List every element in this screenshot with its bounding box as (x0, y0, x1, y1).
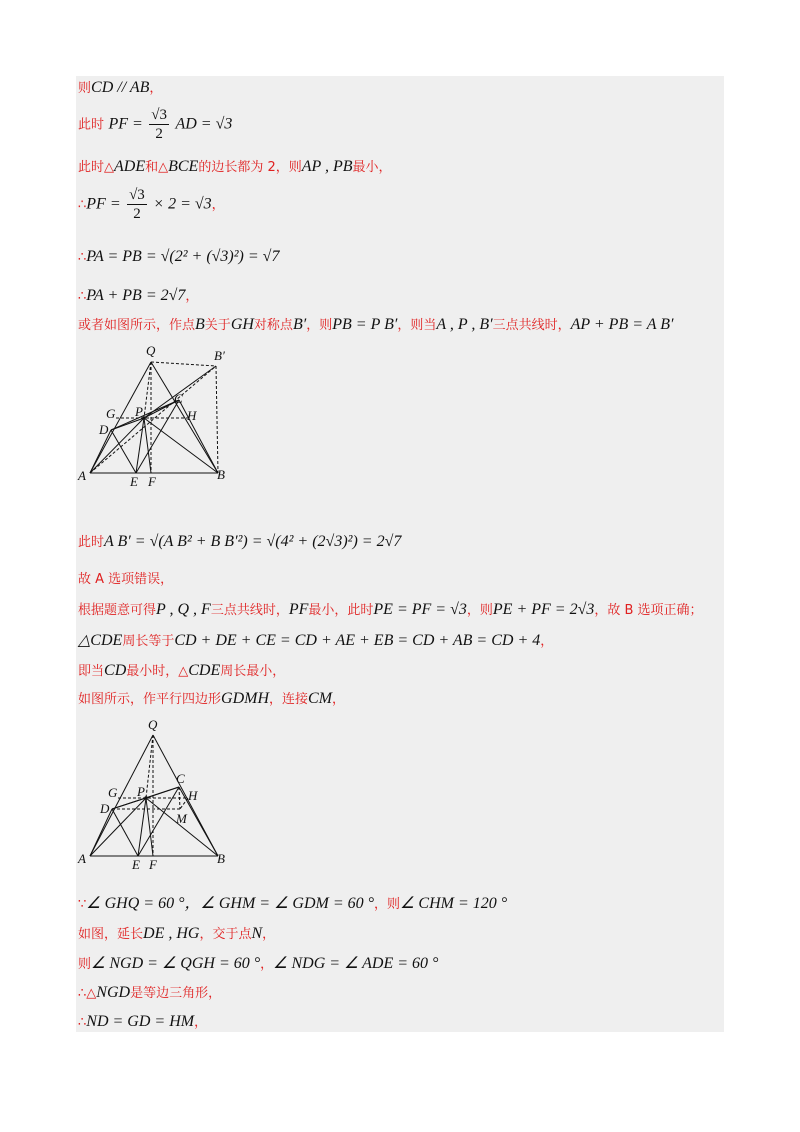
math-segment: AP , PB (301, 158, 353, 175)
fraction (127, 186, 147, 223)
label-b: B (217, 851, 225, 866)
math-segment: PE = PF = √3 (373, 601, 467, 618)
math-segment: GH (230, 316, 254, 333)
solution-line-1 (78, 79, 162, 98)
segment-pf (146, 798, 153, 856)
fraction (149, 106, 169, 143)
text-segment: 是等边三角形， (130, 986, 222, 1001)
math-segment: PF (288, 601, 309, 618)
text-segment: ∴ (78, 197, 87, 213)
label-a: A (78, 468, 86, 483)
label-b: B (217, 467, 225, 482)
text-segment: 关于 (204, 318, 231, 333)
math-segment: PF = (86, 195, 121, 213)
text-segment: ， (149, 81, 163, 96)
solution-line-12 (78, 662, 285, 681)
text-segment: 此时 (78, 535, 105, 550)
text-segment: ，则当 (397, 318, 437, 333)
math-segment: ∠ GHQ = 60 °，∠ GHM = ∠ GDM = 60 ° (86, 895, 375, 912)
segment-pe (138, 798, 146, 856)
text-segment: ，则 (374, 897, 401, 912)
solution-line-11 (78, 632, 553, 651)
math-segment: ∠ NDG = ∠ ADE = 60 ° (273, 955, 439, 972)
text-segment: 则 (78, 957, 92, 972)
text-segment: ， (260, 957, 274, 972)
math-segment: GDMH (221, 690, 270, 707)
label-e: E (130, 474, 138, 489)
math-segment: B (195, 316, 205, 333)
label-m: M (176, 811, 187, 826)
math-segment: NGD (96, 984, 131, 1001)
math-segment: PA + PB = 2√7 (86, 287, 186, 304)
segment-de (112, 809, 138, 856)
math-segment: ∠ NGD = ∠ QGH = 60 ° (91, 955, 261, 972)
text-segment: 如图，延长 (78, 927, 144, 942)
solution-line-5 (78, 248, 279, 267)
label-p: P (135, 404, 143, 419)
text-segment: ， (194, 1015, 208, 1030)
label-f: F (148, 474, 156, 489)
segment-ad (90, 809, 112, 856)
math-segment: DE , HG (143, 925, 200, 942)
text-segment: 最小， (352, 160, 392, 175)
text-segment: ∴ (78, 1015, 87, 1030)
label-p: P (137, 784, 145, 799)
segment-qb-prime (151, 362, 216, 366)
solution-line-2 (78, 106, 232, 143)
math-segment: AD = √3 (175, 115, 233, 133)
solution-line-4 (78, 186, 225, 223)
text-segment: ∴ (78, 250, 87, 265)
segment-qp (146, 735, 153, 798)
label-g: G (108, 785, 118, 800)
label-a: A (78, 851, 86, 866)
math-segment: ∠ CHM = 120 ° (400, 895, 508, 912)
text-segment: 根据题意可得 (78, 603, 157, 618)
solution-line-16 (78, 955, 438, 974)
geometry-figure-2 (76, 715, 256, 875)
label-e: E (132, 857, 140, 872)
label-d: D (100, 801, 110, 816)
text-segment: 的边长都为 2，则 (198, 160, 302, 175)
text-segment: 周长最小， (220, 664, 286, 679)
text-segment: 对称点 (253, 318, 293, 333)
solution-line-3 (78, 158, 392, 177)
label-c: C (176, 771, 185, 786)
math-segment: CDE (188, 662, 221, 679)
label-b-prime: B′ (214, 348, 225, 363)
math-segment: PF = (108, 115, 143, 133)
text-segment: 即当 (78, 664, 105, 679)
label-q: Q (148, 717, 158, 732)
text-segment: 三点共线时， (210, 603, 289, 618)
geometry-figure-1 (76, 340, 256, 490)
math-segment: CD (104, 662, 127, 679)
text-segment: 则 (78, 81, 92, 96)
solution-line-18 (78, 1013, 207, 1032)
math-segment: ADE (114, 158, 146, 175)
text-segment: 周长等于 (122, 634, 175, 649)
solution-line-6 (78, 287, 198, 306)
solution-line-7 (78, 316, 674, 335)
fraction-denominator: 2 (155, 126, 163, 142)
segment-pe (136, 418, 144, 473)
text-segment: ∴ (78, 289, 87, 304)
solution-line-14 (78, 895, 507, 914)
text-segment: ， (540, 634, 554, 649)
math-segment: N (251, 925, 263, 942)
fraction-numerator: √3 (129, 187, 145, 203)
text-segment: ∴△ (78, 986, 97, 1001)
text-segment: ，故 B 选项正确； (594, 603, 703, 618)
math-segment: AP + PB = A B′ (570, 316, 674, 333)
segment-cb (179, 400, 218, 473)
text-segment: ，则 (306, 318, 333, 333)
math-segment: × 2 = √3 (153, 195, 212, 213)
label-c: C (174, 391, 183, 406)
solution-line-15 (78, 925, 275, 944)
text-segment: ， (262, 927, 276, 942)
fraction-numerator: √3 (151, 107, 167, 123)
text-segment: ，则 (466, 603, 493, 618)
math-segment: PB = P B′ (332, 316, 398, 333)
math-segment: B′ (292, 316, 307, 333)
text-segment: 此时 (78, 117, 105, 133)
math-segment: A B′ = √(A B² + B B′²) = √(4² + (2√3)²) = 2√7 (104, 533, 402, 550)
text-segment: ， (185, 289, 199, 304)
math-segment: PA = PB = √(2² + (√3)²) = √7 (86, 248, 280, 265)
solution-line-9 (78, 570, 173, 589)
segment-bb-prime (216, 366, 218, 473)
text-segment: ，连接 (269, 692, 309, 707)
text-segment: ，交于点 (199, 927, 252, 942)
math-segment: CM (308, 690, 333, 707)
solution-line-10 (78, 601, 703, 620)
segment-pb (144, 418, 218, 473)
label-q: Q (146, 343, 156, 358)
text-segment: 最小时，△ (126, 664, 189, 679)
text-segment: 最小，此时 (308, 603, 374, 618)
math-segment: CD + DE + CE = CD + AE + EB = CD + AB = CD + 4 (174, 632, 541, 649)
segment-qp (144, 362, 151, 418)
text-segment: ， (332, 692, 346, 707)
text-segment: 或者如图所示，作点 (78, 318, 196, 333)
label-g: G (106, 406, 116, 421)
text-segment: 和△ (145, 160, 169, 175)
math-segment: BCE (168, 158, 199, 175)
text-segment: ， (211, 197, 225, 213)
math-segment: ND = GD = HM (86, 1013, 195, 1030)
label-d: D (99, 422, 109, 437)
label-h: H (188, 788, 198, 803)
text-segment: 故 A 选项错误， (78, 572, 174, 587)
text-segment: 此时△ (78, 160, 114, 175)
math-segment: A , P , B′ (436, 316, 493, 333)
solution-line-8 (78, 533, 401, 552)
segment-cm (179, 787, 180, 809)
label-h: H (187, 408, 197, 423)
segment-hm (180, 798, 188, 809)
solution-line-13 (78, 690, 345, 709)
math-segment: P , Q , F (156, 601, 211, 618)
text-segment: ∵ (78, 897, 87, 912)
math-segment: △CDE (78, 632, 123, 649)
solution-line-17 (78, 984, 221, 1003)
math-segment: CD // AB (91, 79, 150, 96)
fraction-denominator: 2 (133, 206, 141, 222)
math-segment: PE + PF = 2√3 (492, 601, 595, 618)
text-segment: 三点共线时， (492, 318, 571, 333)
text-segment: 如图所示，作平行四边形 (78, 692, 222, 707)
label-f: F (149, 857, 157, 872)
